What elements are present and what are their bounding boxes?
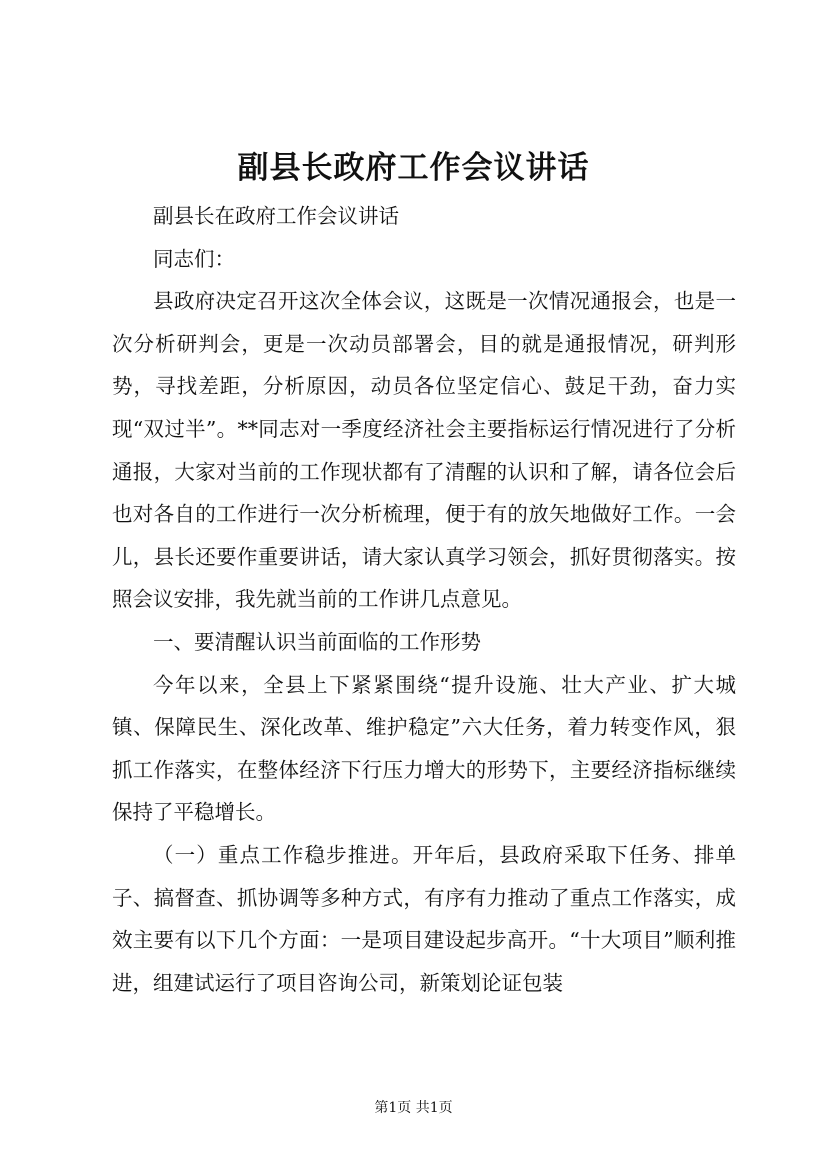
document-title: 副县长政府工作会议讲话	[237, 150, 590, 186]
paragraph-subtitle: 副县长在政府工作会议讲话	[153, 204, 399, 228]
paragraph-intro: 县政府决定召开这次全体会议，这既是一次情况通报会，也是一次分析研判会，更是一次动员部署会，目的就是通报情况，研判形势，寻找差距，分析原因，动员各位坚定信心、鼓足干劲，奋力实现“双过半”。**同志对一季度经济社会主要指标运行情况进行了分析通报，大家对当前的工作现状都有了清醒的认识和了解，请各位会后也对各自的工作进行一次分析梳理，便于有的放矢地做好工作。一会儿，县长还要作重要讲话，请大家认真学习领会，抓好贯彻落实。按照会议安排，我先就当前的工作讲几点意见。	[112, 289, 736, 612]
document-body	[112, 195, 736, 1004]
paragraph-salutation: 同志们：	[153, 246, 235, 271]
section-heading-1: 一、要清醒认识当前面临的工作形势	[153, 629, 481, 654]
paragraph-key-work: （一）重点工作稳步推进。开年后，县政府采取下任务、排单子、搞督查、抓协调等多种方式，有序有力推动了重点工作落实，成效主要有以下几个方面：一是项目建设起步高开。“十大项目”顺利推进，组建试运行了项目咨询公司，新策划论证包装	[112, 842, 736, 995]
paragraph-overview: 今年以来，全县上下紧紧围绕“提升设施、壮大产业、扩大城镇、保障民生、深化改革、维护稳定”六大任务，着力转变作风，狠抓工作落实，在整体经济下行压力增大的形势下，主要经济指标继续保持了平稳增长。	[112, 672, 736, 825]
page-footer: 第1页 共1页	[374, 1100, 453, 1116]
